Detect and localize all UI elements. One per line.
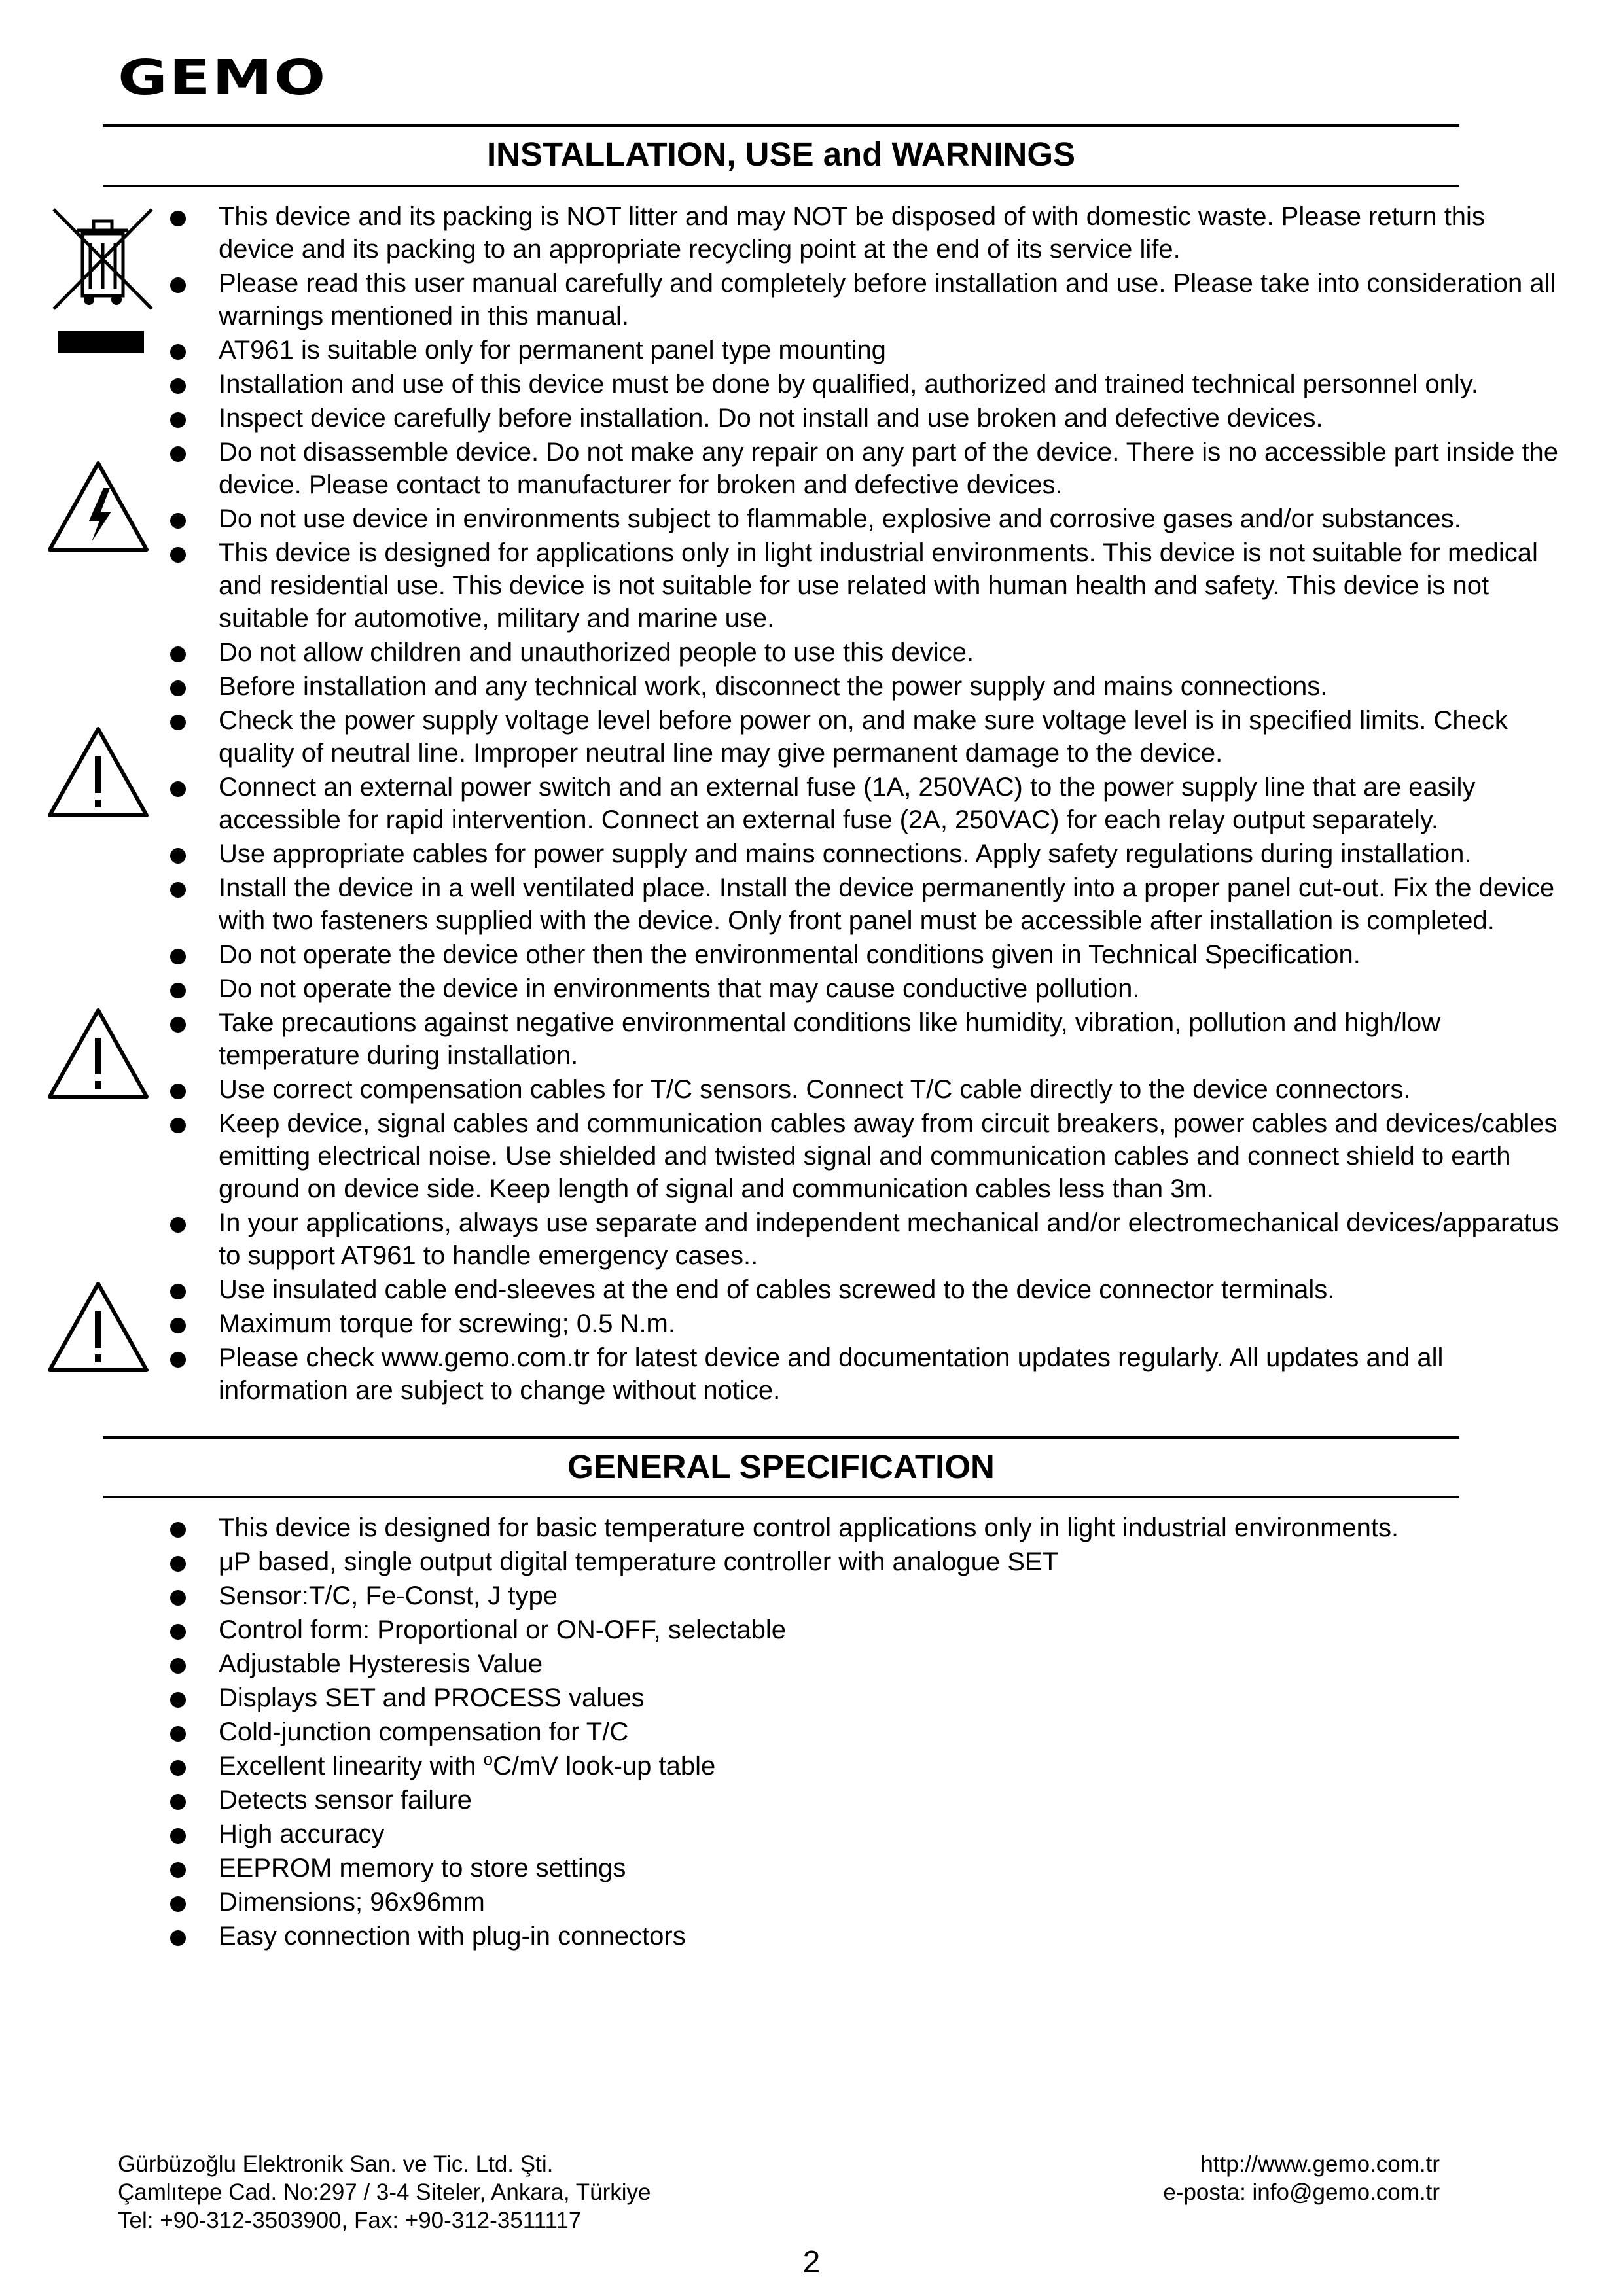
list-item: Do not allow children and unauthorized people to use this device.: [0, 635, 1560, 669]
list-item: Before installation and any technical work, disconnect the power supply and mains connections.: [0, 669, 1560, 703]
list-item: Do not operate the device other then the environmental conditions given in Technical Specification.: [0, 937, 1560, 971]
linearity-text-after: C/mV look-up table: [493, 1752, 716, 1780]
email-link[interactable]: e-posta: info@gemo.com.tr: [1163, 2180, 1440, 2205]
footer-left: [118, 2150, 651, 2234]
installation-title-rule: [103, 185, 1459, 187]
list-item: In your applications, always use separate and independent mechanical and/or electromechanical devices/apparatus to support AT961 to handle emergency cases..: [0, 1205, 1560, 1272]
list-item: Detects sensor failure: [0, 1782, 1560, 1816]
degree-mark: o: [483, 1749, 493, 1769]
list-item: Dimensions; 96x96mm: [0, 1884, 1560, 1918]
list-item: Sensor:T/C, Fe-Const, J type: [0, 1578, 1560, 1612]
list-item: Take precautions against negative environmental conditions like humidity, vibration, pollution and high/low temperature during installation.: [0, 1005, 1560, 1072]
list-item: This device and its packing is NOT litter and may NOT be disposed of with domestic waste. Please return this device and its packing to an appropriate recycling point at the end of its service life.: [0, 199, 1560, 266]
list-item: Adjustable Hysteresis Value: [0, 1646, 1560, 1680]
installation-title: INSTALLATION, USE and WARNINGS: [486, 135, 1076, 173]
list-item: Displays SET and PROCESS values: [0, 1680, 1560, 1714]
general-top-rule: [103, 1436, 1459, 1439]
company-address: Çamlıtepe Cad. No:297 / 3-4 Siteler, Ankara, Türkiye: [118, 2180, 651, 2205]
list-item: Connect an external power switch and an external fuse (1A, 250VAC) to the power supply line that are easily accessible for rapid intervention. Connect an external fuse (2A, 250VAC) for each relay output separately.: [0, 769, 1560, 836]
list-item: Keep device, signal cables and communication cables away from circuit breakers, power cables and devices/cables emitting electrical noise. Use shielded and twisted signal and communication cables and connect shield to earth ground on device side. Keep length of signal and communication cables less than 3m.: [0, 1106, 1560, 1205]
list-item: Use insulated cable end-sleeves at the end of cables screwed to the device connector terminals.: [0, 1272, 1560, 1306]
general-title-rule: [103, 1496, 1459, 1498]
list-item: Check the power supply voltage level before power on, and make sure voltage level is in specified limits. Check quality of neutral line. Improper neutral line may give permanent damage to the device.: [0, 703, 1560, 769]
list-item: EEPROM memory to store settings: [0, 1850, 1560, 1884]
linearity-text-before: Excellent linearity with: [219, 1752, 484, 1780]
page-number: 2: [802, 2245, 821, 2280]
list-item: Please check www.gemo.com.tr for latest device and documentation updates regularly. All updates and all information are subject to change without notice.: [0, 1340, 1560, 1407]
list-item: Cold-junction compensation for T/C: [0, 1714, 1560, 1748]
top-rule: [103, 124, 1459, 127]
list-item: AT961 is suitable only for permanent panel type mounting: [0, 332, 1560, 366]
list-item: High accuracy: [0, 1816, 1560, 1850]
general-title: GENERAL SPECIFICATION: [567, 1448, 995, 1485]
company-name: Gürbüzoğlu Elektronik San. ve Tic. Ltd. Şti.: [118, 2151, 554, 2177]
list-item: Do not use device in environments subject to flammable, explosive and corrosive gases and/or substances.: [0, 501, 1560, 535]
general-list: [0, 1510, 1560, 1952]
list-item: Installation and use of this device must be done by qualified, authorized and trained technical personnel only.: [0, 366, 1560, 400]
list-item: Install the device in a well ventilated place. Install the device permanently into a proper panel cut-out. Fix the device with two fasteners supplied with the device. Only front panel must be accessible after installation is completed.: [0, 870, 1560, 937]
footer-right: [1163, 2150, 1440, 2206]
list-item: Please read this user manual carefully and completely before installation and use. Please take into consideration all warnings mentioned in this manual.: [0, 266, 1560, 332]
list-item: Easy connection with plug-in connectors: [0, 1918, 1560, 1952]
website-link[interactable]: http://www.gemo.com.tr: [1200, 2151, 1440, 2177]
list-item: Do not disassemble device. Do not make any repair on any part of the device. There is no accessible part inside the device. Please contact to manufacturer for broken and defective devices.: [0, 434, 1560, 501]
list-item: Inspect device carefully before installation. Do not install and use broken and defective devices.: [0, 400, 1560, 434]
list-item: μP based, single output digital temperature controller with analogue SET: [0, 1544, 1560, 1578]
list-item: Use appropriate cables for power supply and mains connections. Apply safety regulations during installation.: [0, 836, 1560, 870]
list-item: Control form: Proportional or ON-OFF, selectable: [0, 1612, 1560, 1646]
company-phone: Tel: +90-312-3503900, Fax: +90-312-3511117: [118, 2208, 582, 2233]
list-item: Use correct compensation cables for T/C sensors. Connect T/C cable directly to the device connectors.: [0, 1072, 1560, 1106]
list-item: Maximum torque for screwing; 0.5 N.m.: [0, 1306, 1560, 1340]
installation-list: [0, 199, 1560, 1407]
gemo-logo: GEMO: [118, 50, 327, 106]
list-item: This device is designed for applications only in light industrial environments. This device is not suitable for medical and residential use. This device is not suitable for use related with human health and safety. This device is not suitable for automotive, military and marine use.: [0, 535, 1560, 635]
list-item-linearity: [0, 1748, 1560, 1782]
list-item: Do not operate the device in environments that may cause conductive pollution.: [0, 971, 1560, 1005]
list-item: This device is designed for basic temperature control applications only in light industrial environments.: [0, 1510, 1560, 1544]
